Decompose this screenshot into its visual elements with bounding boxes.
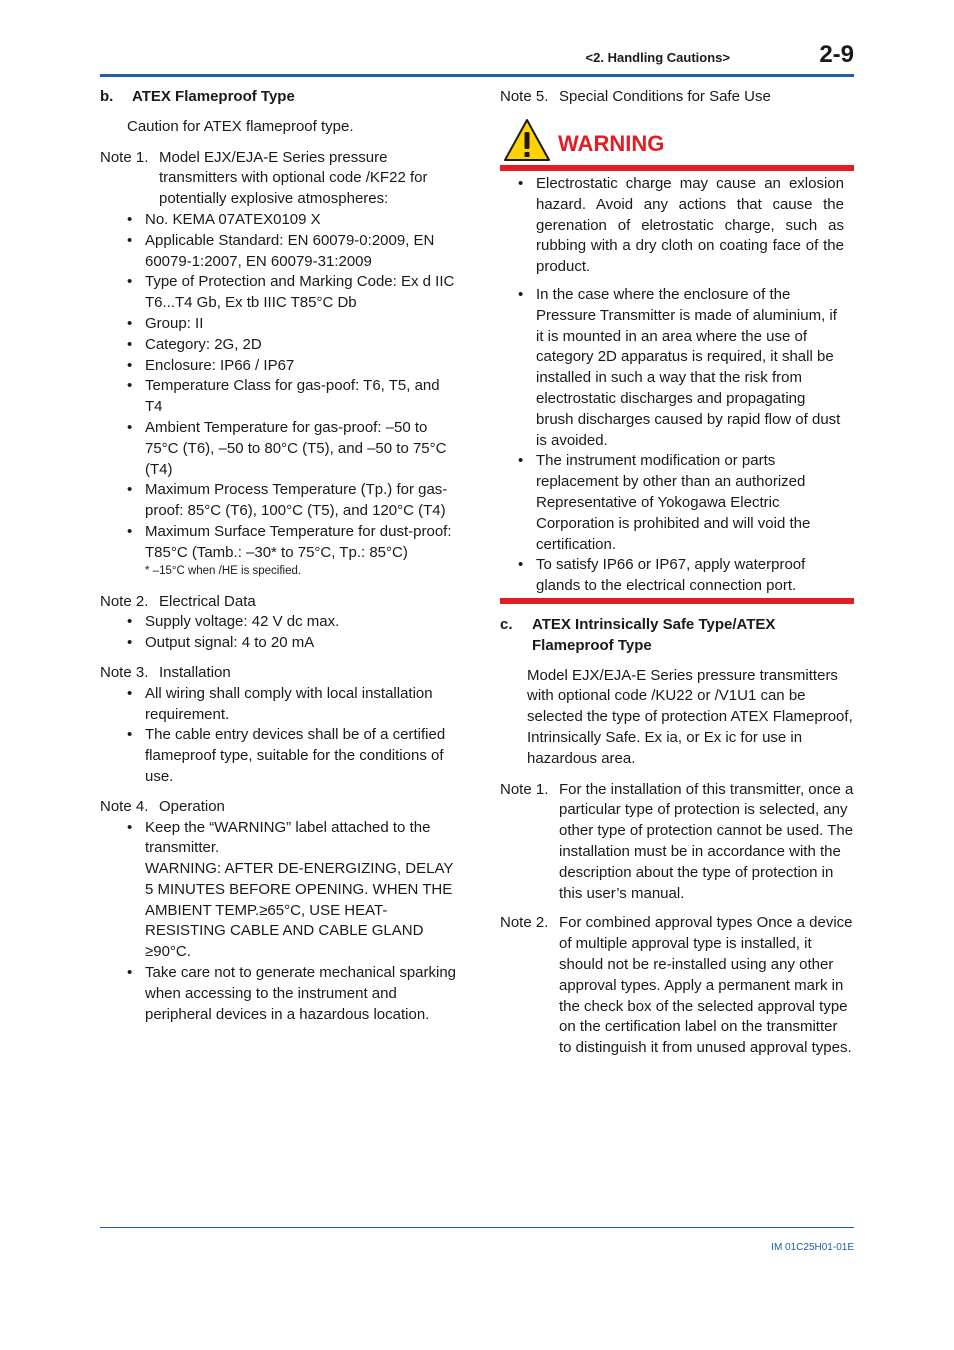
note-label: Note 1. bbox=[500, 780, 549, 798]
section-b-heading bbox=[100, 87, 460, 108]
note-text: For the installation of this transmitter, once a particular type of protection is selected, any other type of protection cannot be used. The installation must be in accordance with the description about the type of protection in this user’s manual. bbox=[559, 780, 854, 902]
list-item: • The cable entry devices shall be of a certified flameproof type, suitable for the conditions of use. bbox=[127, 726, 446, 785]
list-item: • All wiring shall comply with local installation requirement. bbox=[127, 684, 433, 723]
section-b-letter: b. bbox=[100, 88, 114, 105]
note-text: Operation bbox=[159, 797, 225, 815]
list-item: • Keep the “WARNING” label attached to the transmitter. bbox=[127, 818, 431, 857]
left-column bbox=[100, 87, 460, 1025]
list-item: • Maximum Surface Temperature for dust-proof: T85°C (Tamb.: –30* to 75°C, Tp.: 85°C) bbox=[127, 522, 452, 561]
note-text: Special Conditions for Safe Use bbox=[559, 88, 771, 105]
note-text: Model EJX/EJA-E Series pressure transmitters with optional code /KF22 for potentially explosive atmospheres: bbox=[159, 148, 428, 208]
list-item: • Type of Protection and Marking Code: Ex d IIC T6...T4 Gb, Ex tb IIIC T85°C Db bbox=[127, 273, 455, 312]
list-item: • To satisfy IP66 or IP67, apply waterproof glands to the electrical connection port. bbox=[518, 556, 806, 595]
note-text: For combined approval types Once a device of multiple approval type is installed, it should not be re-installed using any other approval types. Apply a permanent mark in the check box of the selected approval type on the certification label on the transmitter to distinguish it from unused approval types. bbox=[559, 914, 853, 1057]
warning-bottom-bar bbox=[500, 598, 854, 604]
section-c bbox=[500, 615, 854, 1059]
left-note-1 bbox=[100, 148, 460, 210]
note1-list bbox=[100, 210, 460, 564]
section-c-title: ATEX Intrinsically Safe Type/ATEX Flameproof Type bbox=[532, 616, 776, 654]
right-note-5 bbox=[500, 87, 854, 108]
note-label: Note 2. bbox=[100, 592, 149, 610]
list-item: • The instrument modification or parts replacement by other than an authorized Representative of Yokogawa Electric Corporation is prohibited and will void the certification. bbox=[518, 452, 811, 553]
right-note-2 bbox=[500, 913, 854, 1059]
note-text: Installation bbox=[159, 663, 231, 681]
note-label: Note 2. bbox=[500, 914, 549, 932]
left-note-4 bbox=[100, 797, 460, 818]
list-item: • No. KEMA 07ATEX0109 X bbox=[127, 210, 321, 228]
list-item: • Category: 2G, 2D bbox=[127, 335, 262, 353]
list-item: • Enclosure: IP66 / IP67 bbox=[127, 356, 295, 374]
left-note-2 bbox=[100, 592, 460, 613]
section-c-heading bbox=[500, 615, 854, 657]
footer-rule bbox=[100, 1227, 854, 1228]
page-number: 2-9 bbox=[819, 41, 854, 68]
list-item: • Take care not to generate mechanical sparking when accessing to the instrument and peripheral devices in a hazardous location. bbox=[127, 964, 457, 1023]
warning-title: WARNING bbox=[558, 131, 665, 156]
list-item: • Electrostatic charge may cause an exlosion hazard. Avoid any actions that cause the gerenation of eletrostatic charge, such as rubbing with a dry cloth on coating face of the product. bbox=[518, 175, 844, 276]
right-note-1 bbox=[500, 780, 854, 905]
list-item: • Applicable Standard: EN 60079-0:2009, EN 60079-1:2007, EN 60079-31:2009 bbox=[127, 231, 435, 270]
note-label: Note 3. bbox=[100, 663, 149, 681]
section-b-intro: Caution for ATEX flameproof type. bbox=[127, 117, 354, 135]
list-item: • Group: II bbox=[127, 314, 204, 332]
note-label: Note 4. bbox=[100, 797, 149, 815]
warning-top-bar bbox=[500, 165, 854, 171]
warning-label-text: WARNING: AFTER DE-ENERGIZING, DELAY 5 MINUTES BEFORE OPENING. WHEN THE AMBIENT TEMP.≥65°C, USE HEAT-RESISTING CABLE AND CABLE GLAND ≥90°C. bbox=[145, 860, 454, 961]
list-item: • Ambient Temperature for gas-proof: –50 to 75°C (T6), –50 to 80°C (T5), and –50 to 75°C (T4) bbox=[127, 418, 447, 478]
warning-list bbox=[500, 174, 854, 597]
note-label: Note 5. bbox=[500, 88, 549, 105]
list-item: • Maximum Process Temperature (Tp.) for gas-proof: 85°C (T6), 100°C (T5), and 120°C (T4) bbox=[127, 481, 448, 520]
note-label: Note 1. bbox=[100, 148, 149, 166]
note-text: Electrical Data bbox=[159, 592, 256, 610]
list-item: • Supply voltage: 42 V dc max. bbox=[127, 613, 340, 631]
list-item: • Temperature Class for gas-poof: T6, T5, and T4 bbox=[127, 377, 440, 416]
section-c-letter: c. bbox=[500, 616, 513, 633]
list-item: • Output signal: 4 to 20 mA bbox=[127, 634, 315, 652]
footnote: * –15°C when /HE is specified. bbox=[145, 564, 302, 577]
section-c-intro: Model EJX/EJA-E Series pressure transmitters with optional code /KU22 or /V1U1 can be selected the type of protection ATEX Flameproof, Intrinsically Safe. Ex ia, or Ex ic for use in hazardous area. bbox=[527, 666, 853, 767]
section-title: <2. Handling Cautions> bbox=[585, 50, 730, 65]
document-id: IM 01C25H01-01E bbox=[771, 1242, 854, 1253]
list-item: • In the case where the enclosure of the Pressure Transmitter is made of aluminium, if it is mounted in an area where the use of category 2D apparatus is required, it shall be installed in such a way that the risk from electrostatic discharges and propagating brush discharges caused by rapid flow of dust is avoided. bbox=[518, 285, 841, 449]
section-b-title: ATEX Flameproof Type bbox=[132, 88, 295, 105]
warning-triangle-icon bbox=[503, 118, 551, 162]
header-rule bbox=[100, 74, 854, 77]
left-note-3 bbox=[100, 663, 460, 684]
